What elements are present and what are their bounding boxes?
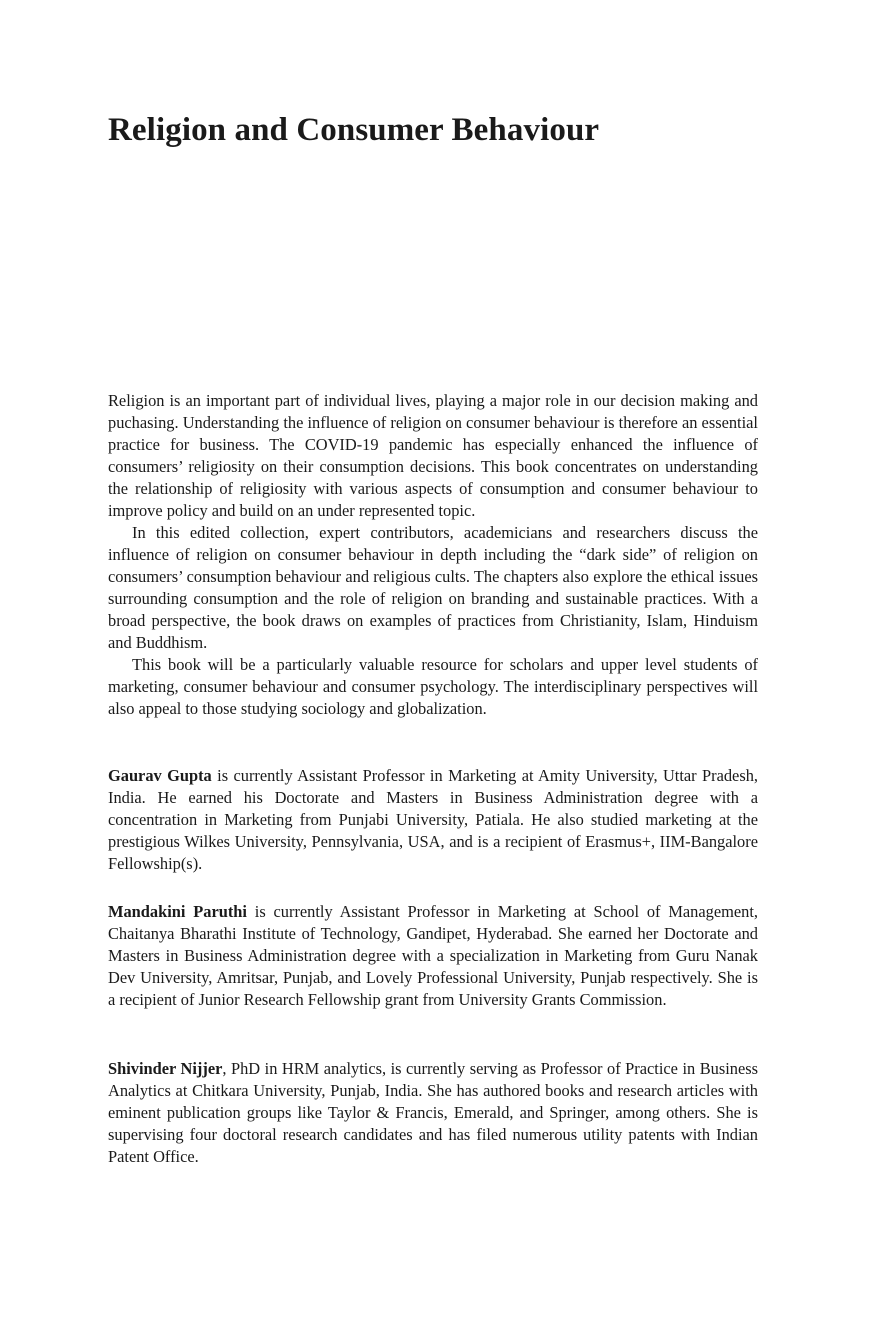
editor-bio-text	[108, 765, 758, 875]
editor-bio-body: , PhD in HRM analytics, is currently serving as Professor of Practice in Business Analytics at Chitkara University, Punjab, India. She has authored books and research articles with eminent publication groups like Taylor & Francis, Emerald, and Springer, among others. She is supervising four doctoral research candidates and has filed numerous utility patents with Indian Patent Office.	[108, 1059, 759, 1166]
editor-bio-text	[108, 1058, 758, 1168]
editor-bio	[108, 765, 758, 875]
editor-bio-body: is currently Assistant Professor in Marketing at Amity University, Uttar Pradesh, India. He earned his Doctorate and Masters in Business Administration degree with a concentration in Marketing from Punjabi University, Patiala. He also studied marketing at the prestigious Wilkes University, Pennsylvania, USA, and is a recipient of Erasmus+, IIM-Bangalore Fellowship(s).	[108, 766, 759, 873]
description-paragraph: In this edited collection, expert contributors, academicians and researchers discuss the influence of religion on consumer behaviour in depth including the “dark side” of religion on consumers’ consumption behaviour and religious cults. The chapters also explore the ethical issues surrounding consumption and the role of religion on branding and sustainable practices. With a broad perspective, the book draws on examples of practices from Christianity, Islam, Hinduism and Buddhism.	[108, 523, 758, 652]
editor-name: Gaurav Gupta	[108, 766, 212, 785]
book-description	[108, 390, 758, 720]
editor-bio-body: is currently Assistant Professor in Marketing at School of Management, Chaitanya Bharathi Institute of Technology, Gandipet, Hyderabad. She earned her Doctorate and Masters in Business Administration degree with a specialization in Marketing from Guru Nanak Dev University, Amritsar, Punjab, and Lovely Professional University, Punjab respectively. She is a recipient of Junior Research Fellowship grant from University Grants Commission.	[108, 902, 758, 1009]
description-paragraph: This book will be a particularly valuable resource for scholars and upper level students of marketing, consumer behaviour and consumer psychology. The interdisciplinary perspectives will also appeal to those studying sociology and globalization.	[108, 655, 758, 718]
editor-bio-text	[108, 901, 758, 1011]
editor-name: Shivinder Nijjer	[108, 1059, 223, 1078]
description-paragraph: Religion is an important part of individual lives, playing a major role in our decision making and puchasing. Understanding the influence of religion on consumer behaviour is therefore an essential practice for business. The COVID-19 pandemic has especially enhanced the influence of consumers’ religiosity on their consumption decisions. This book concentrates on understanding the relationship of religiosity with various aspects of consumption and consumer behaviour to improve policy and build on an under represented topic.	[108, 391, 758, 520]
editor-bio	[108, 1058, 758, 1168]
editor-bio	[108, 901, 758, 1011]
book-title: Religion and Consumer Behaviour	[108, 112, 600, 148]
editor-name: Mandakini Paruthi	[108, 902, 247, 921]
